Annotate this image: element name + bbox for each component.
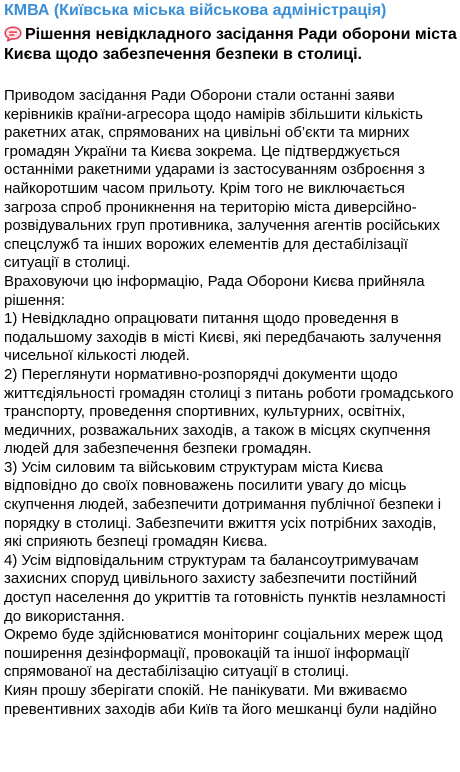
post-paragraph: 2) Переглянути нормативно-розпорядчі документи щодо життєдіяльності громадян столиці з питань роботи громадського транспорту, проведення спортивних, культурних, освітніх, медичних, розважальних заходів, а також в місцях скупчення людей для забезпечення безпеки громадян. <box>4 365 454 458</box>
post-paragraph: 4) Усім відповідальним структурам та балансоутримувачам захисних споруд цивільного захисту забезпечити постійний доступ населення до укриттів та готовність пунктів незламності до використання. <box>4 551 446 625</box>
post-paragraph: 1) Невідкладно опрацювати питання щодо проведення в подальшому заходів в місті Києві, які передбачають залучення чисельної кількості людей. <box>4 310 442 365</box>
post-paragraph: Окремо буде здійснюватися моніторинг соціальних мереж щод поширення дезінформації, провокацій та іншої інформації спрямованої на дестабілізацію ситуації в столиці. <box>4 626 443 681</box>
post-body <box>4 87 457 719</box>
post-title-text: Рішення невідкладного засідання Ради оборони міста Києва щодо забезпечення безпеки в столиці. <box>4 26 457 63</box>
channel-name[interactable]: КМВА (Київська міська військова адміністрація) <box>4 2 387 19</box>
post-paragraph: 3) Усім силовим та військовим структурам міста Києва відповідно до своїх повноважень посилити увагу до місць скупчення людей, забезпечити дотримання публічної безпеки і порядку в столиці. Забезпечити вжиття усіх потрібних заходів, які сприяють безпеці громадян Києва. <box>4 458 442 551</box>
speech-balloon-icon <box>4 26 22 42</box>
post-title <box>4 25 457 65</box>
post-paragraph: Приводом засідання Ради Оборони стали останні заяви керівників країни-агресора щодо намірів збільшити кількість ракетних атак, спрямованих на цивільні об’єкти та мирних громадян України та Києва зокрема. Це підтверджується останніми ракетними ударами із застосуванням озброєння з найкоротшим часом прильоту. Крім того не виключається загроза спроб проникнення на територію міста диверсійно-розвідувальних груп противника, залучення агентів російських спецслужб та інших ворожих елементів для дестабілізації ситуації в столиці. <box>4 87 440 272</box>
post-paragraph: Враховуючи цю інформацію, Рада Оборони Києва прийняла рішення: <box>4 272 425 309</box>
post-paragraph: Киян прошу зберігати спокій. Не панікувати. Ми вживаємо превентивних заходів аби Київ та його мешканці були надійно <box>4 682 437 718</box>
